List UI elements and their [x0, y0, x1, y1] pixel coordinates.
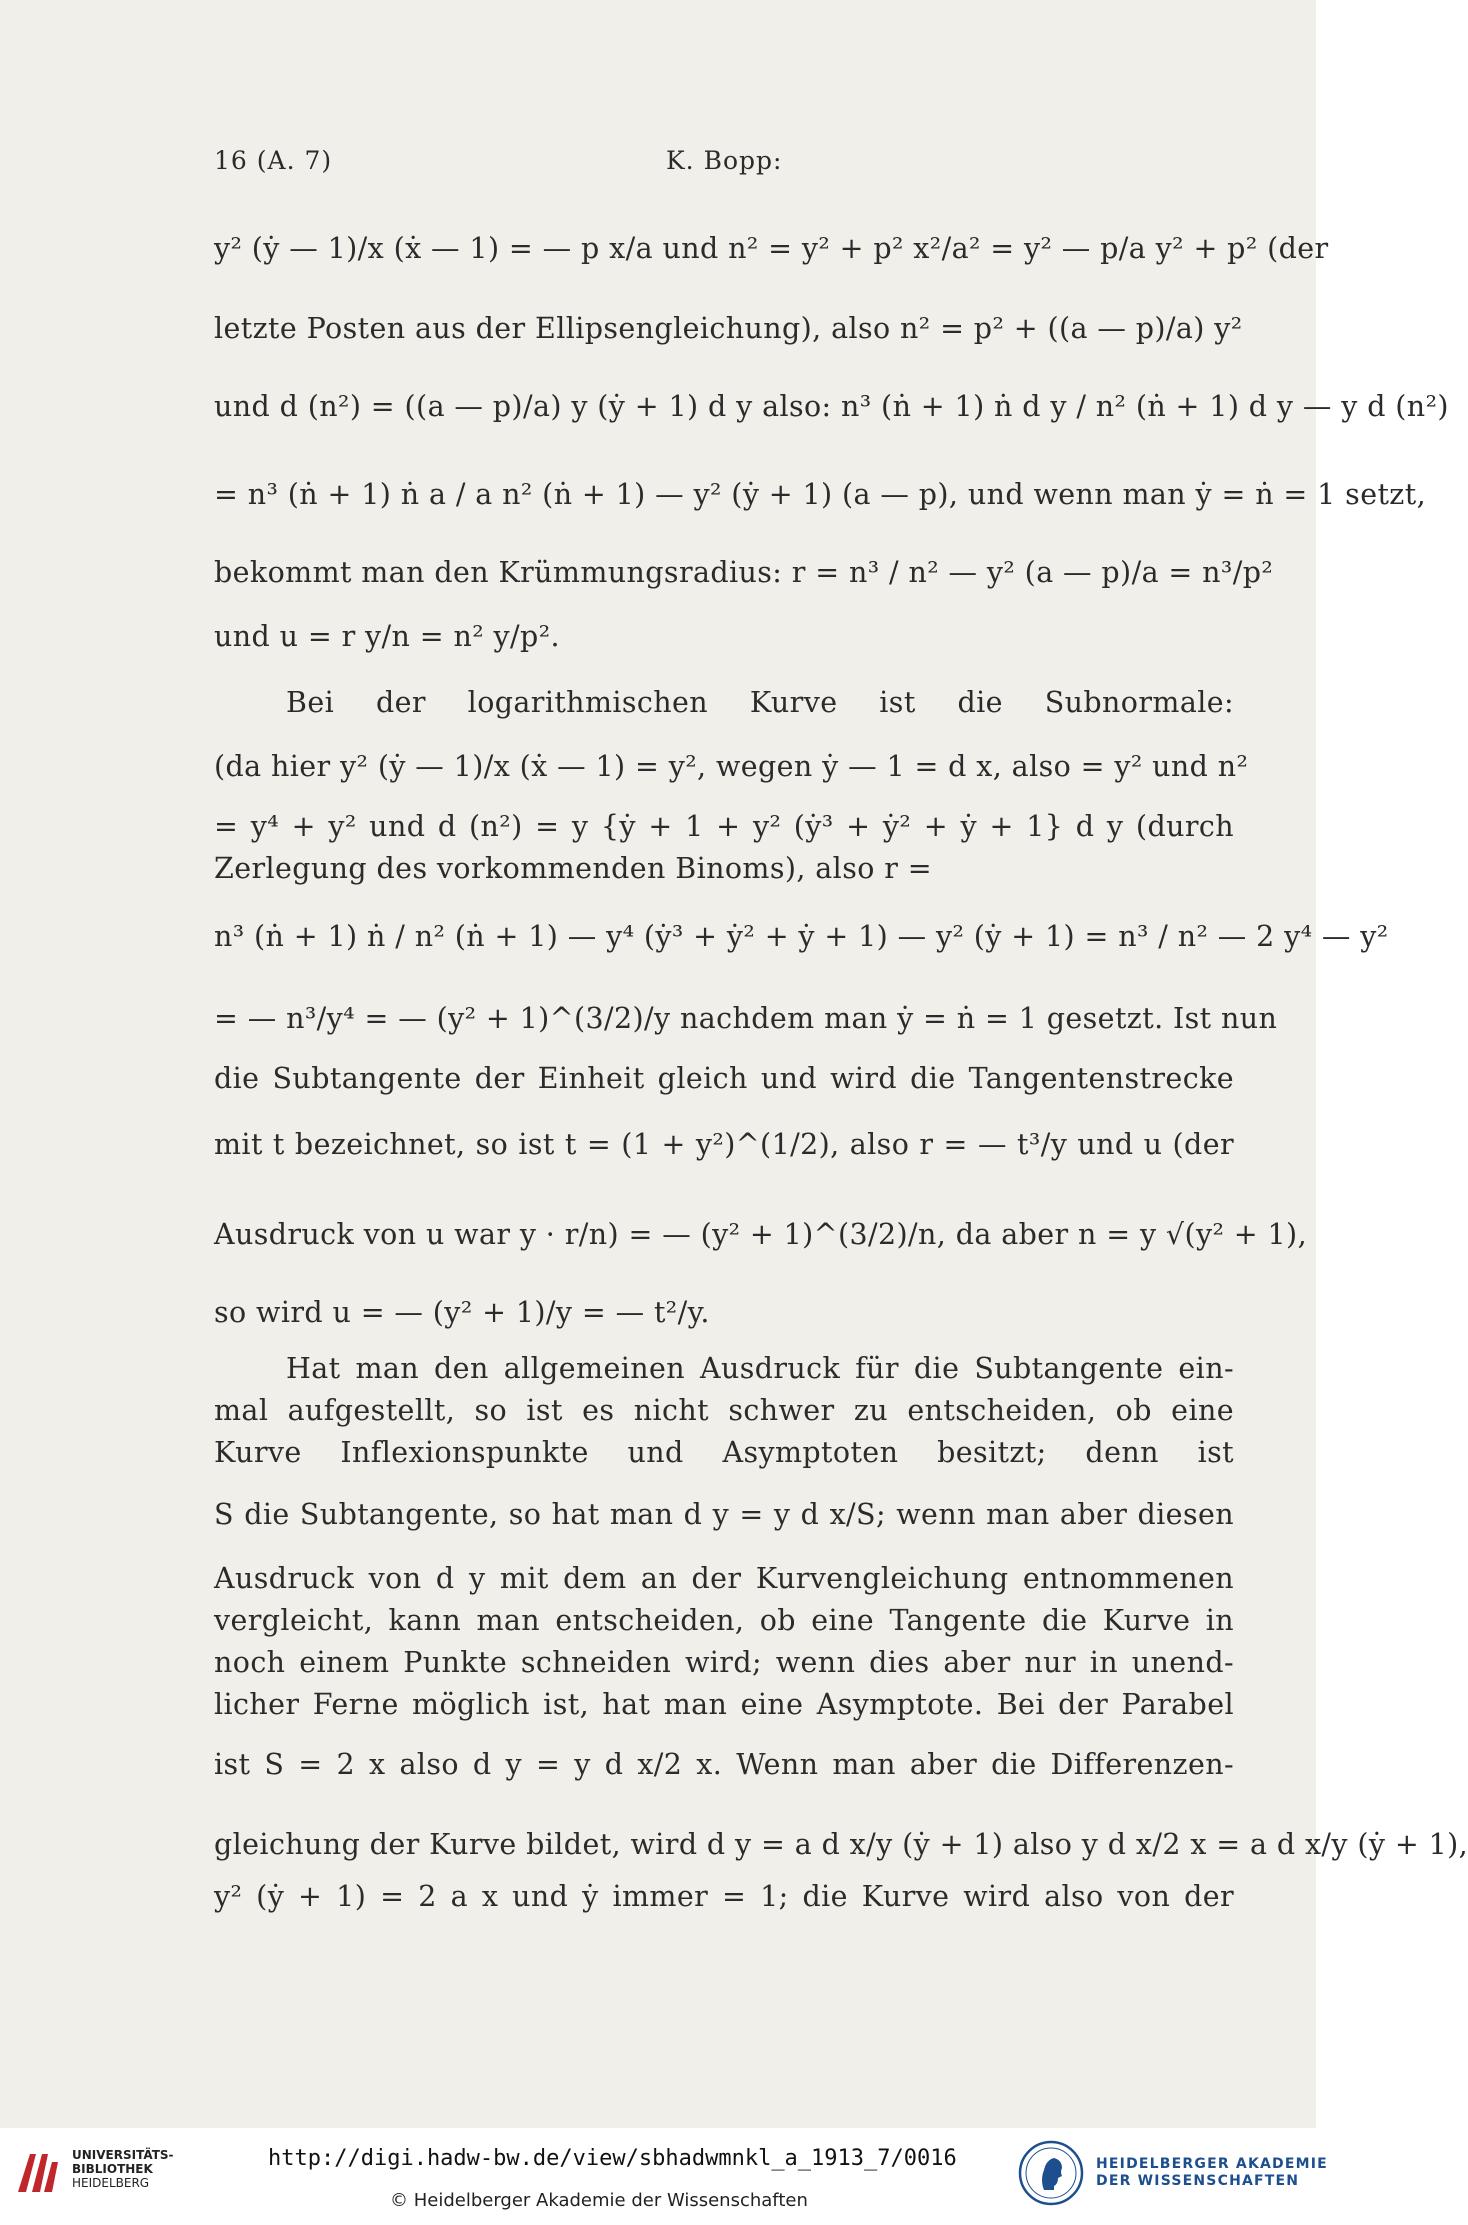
text-line: noch einem Punkte schneiden wird; wenn dies aber nur in unend-: [214, 1646, 1234, 1679]
text-line: und u = r y/n = n² y/p².: [214, 620, 560, 653]
text-line: (da hier y² (ẏ — 1)/x (ẋ — 1) = y², wegen ẏ — 1 = d x, also = y² und n²: [214, 750, 1249, 783]
library-name-line: HEIDELBERG: [72, 2176, 150, 2190]
text-line: die Subtangente der Einheit gleich und wird die Tangentenstrecke: [214, 1062, 1234, 1095]
text-line: n³ (ṅ + 1) ṅ / n² (ṅ + 1) — y⁴ (ẏ³ + ẏ² + ẏ + 1) — y² (ẏ + 1) = n³ / n² — 2 y⁴ — y²: [214, 920, 1389, 953]
text-line: Ausdruck von d y mit dem an der Kurvengleichung entnommenen: [214, 1562, 1234, 1595]
text-line: vergleicht, kann man entscheiden, ob eine Tangente die Kurve in: [214, 1604, 1234, 1637]
source-url-link[interactable]: http://digi.hadw-bw.de/view/sbhadwmnkl_a_1913_7/0016: [268, 2146, 957, 2171]
text-line: licher Ferne möglich ist, hat man eine Asymptote. Bei der Parabel: [214, 1688, 1234, 1721]
text-line: Hat man den allgemeinen Ausdruck für die Subtangente ein-: [286, 1352, 1234, 1385]
academy-seal-icon: [1018, 2140, 1084, 2206]
text-line: = n³ (ṅ + 1) ṅ a / a n² (ṅ + 1) — y² (ẏ + 1) (a — p), und wenn man ẏ = ṅ = 1 setzt,: [214, 478, 1427, 511]
text-line: bekommt man den Krümmungsradius: r = n³ / n² — y² (a — p)/a = n³/p²: [214, 556, 1274, 589]
university-library-logo-icon: [14, 2148, 62, 2196]
page-number: 16 (A. 7): [214, 146, 333, 175]
copyright-notice: © Heidelberger Akademie der Wissenschaften: [390, 2190, 808, 2211]
text-line: gleichung der Kurve bildet, wird d y = a d x/y (ẏ + 1) also y d x/2 x = a d x/y (ẏ + 1),: [214, 1828, 1468, 1861]
academy-name-line: DER WISSENSCHAFTEN: [1096, 2173, 1300, 2189]
text-line: ist S = 2 x also d y = y d x/2 x. Wenn man aber die Differenzen-: [214, 1748, 1234, 1781]
academy-name-line: HEIDELBERGER AKADEMIE: [1096, 2156, 1328, 2172]
text-line: = — n³/y⁴ = — (y² + 1)^(3/2)/y nachdem man ẏ = ṅ = 1 gesetzt. Ist nun: [214, 1002, 1278, 1035]
text-line: S die Subtangente, so hat man d y = y d x/S; wenn man aber diesen: [214, 1498, 1234, 1531]
viewer-footer: [0, 2128, 1328, 2225]
academy-name: [1096, 2156, 1328, 2190]
running-author: K. Bopp:: [666, 146, 783, 175]
text-line: = y⁴ + y² und d (n²) = y {ẏ + 1 + y² (ẏ³ + ẏ² + ẏ + 1} d y (durch: [214, 810, 1234, 843]
university-library-name: [72, 2148, 174, 2190]
library-name-line: UNIVERSITÄTS-: [72, 2148, 174, 2162]
text-line: und d (n²) = ((a — p)/a) y (ẏ + 1) d y also: n³ (ṅ + 1) ṅ d y / n² (ṅ + 1) d y — y d (n²): [214, 390, 1449, 423]
text-line: so wird u = — (y² + 1)/y = — t²/y.: [214, 1296, 710, 1329]
text-line: Ausdruck von u war y · r/n) = — (y² + 1)^(3/2)/n, da aber n = y √(y² + 1),: [214, 1218, 1308, 1251]
text-line: Kurve Inflexionspunkte und Asymptoten besitzt; denn ist: [214, 1436, 1234, 1469]
text-line: Bei der logarithmischen Kurve ist die Subnormale:: [286, 686, 1234, 719]
text-line: Zerlegung des vorkommenden Binoms), also r =: [214, 852, 933, 885]
text-line: mit t bezeichnet, so ist t = (1 + y²)^(1/2), also r = — t³/y und u (der: [214, 1128, 1234, 1161]
text-line: y² (ẏ + 1) = 2 a x und ẏ immer = 1; die Kurve wird also von der: [214, 1880, 1234, 1913]
text-line: y² (ẏ — 1)/x (ẋ — 1) = — p x/a und n² = y² + p² x²/a² = y² — p/a y² + p² (der: [214, 232, 1329, 265]
text-line: letzte Posten aus der Ellipsengleichung), also n² = p² + ((a — p)/a) y²: [214, 312, 1243, 345]
text-line: mal aufgestellt, so ist es nicht schwer zu entscheiden, ob eine: [214, 1394, 1234, 1427]
library-name-line: BIBLIOTHEK: [72, 2162, 153, 2176]
